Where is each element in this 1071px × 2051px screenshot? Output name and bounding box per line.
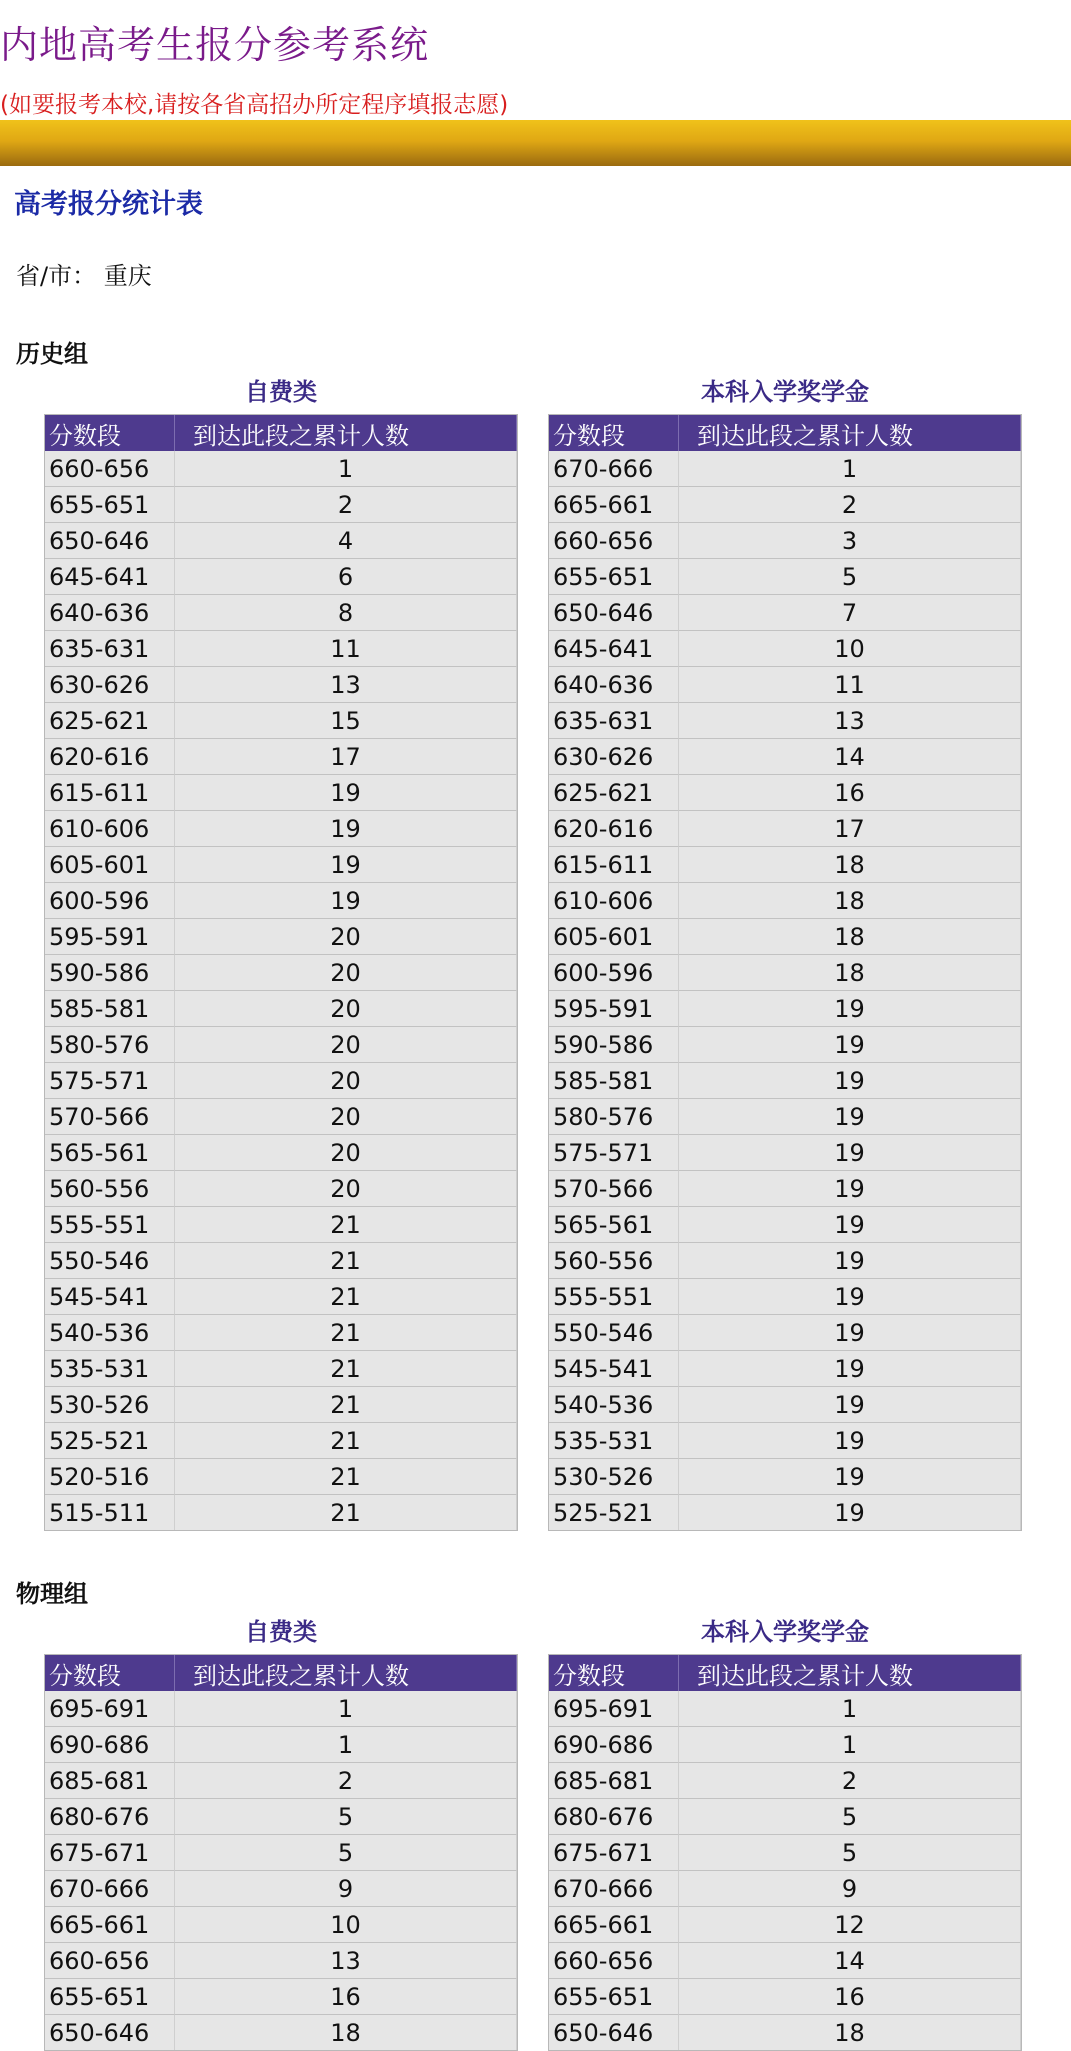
page-title: 内地高考生报分参考系统 (0, 23, 430, 67)
table-header-row (45, 415, 517, 451)
table-row (45, 811, 517, 847)
score-range-cell: 650-646 (45, 2015, 175, 2050)
score-range-cell: 560-556 (549, 1243, 679, 1279)
cumulative-count-cell: 19 (679, 1495, 1021, 1530)
cumulative-count-cell: 12 (679, 1907, 1021, 1943)
table-row (45, 739, 517, 775)
table-row (45, 1063, 517, 1099)
score-range-cell: 670-666 (45, 1871, 175, 1907)
cumulative-count-cell: 13 (175, 1943, 517, 1979)
cumulative-count-cell: 19 (679, 1243, 1021, 1279)
score-range-cell: 655-651 (45, 487, 175, 523)
table-row (45, 883, 517, 919)
score-range-cell: 600-596 (45, 883, 175, 919)
table-row (45, 487, 517, 523)
table-row (549, 991, 1021, 1027)
score-range-cell: 630-626 (549, 739, 679, 775)
table-row (45, 1979, 517, 2015)
score-range-cell: 655-651 (45, 1979, 175, 2015)
cumulative-count-cell: 11 (175, 631, 517, 667)
score-range-cell: 580-576 (45, 1027, 175, 1063)
table-row (45, 1727, 517, 1763)
table-row (549, 1027, 1021, 1063)
score-range-cell: 605-601 (45, 847, 175, 883)
cumulative-count-cell: 14 (679, 1943, 1021, 1979)
score-range-cell: 635-631 (45, 631, 175, 667)
table-row (549, 1459, 1021, 1495)
cumulative-count-cell: 18 (679, 919, 1021, 955)
score-range-cell: 585-581 (45, 991, 175, 1027)
cumulative-count-cell: 19 (679, 1063, 1021, 1099)
table-row (549, 1907, 1021, 1943)
table-row (549, 847, 1021, 883)
score-range-cell: 575-571 (549, 1135, 679, 1171)
table-row (549, 1799, 1021, 1835)
column-header-range: 分数段 (45, 1655, 175, 1691)
cumulative-count-cell: 20 (175, 1063, 517, 1099)
score-range-cell: 540-536 (549, 1387, 679, 1423)
cumulative-count-cell: 1 (679, 1691, 1021, 1727)
score-range-cell: 595-591 (549, 991, 679, 1027)
table-row (549, 1135, 1021, 1171)
table-row (45, 1387, 517, 1423)
table-row (45, 955, 517, 991)
score-range-cell: 545-541 (45, 1279, 175, 1315)
table-row (549, 1943, 1021, 1979)
table-row (549, 1727, 1021, 1763)
score-range-cell: 690-686 (45, 1727, 175, 1763)
table-row (549, 1243, 1021, 1279)
cumulative-count-cell: 9 (679, 1871, 1021, 1907)
table-row (45, 631, 517, 667)
table-row (45, 1943, 517, 1979)
table-row (549, 1207, 1021, 1243)
cumulative-count-cell: 17 (679, 811, 1021, 847)
score-table (44, 1654, 518, 2051)
score-range-cell: 545-541 (549, 1351, 679, 1387)
table-row (45, 1907, 517, 1943)
score-range-cell: 630-626 (45, 667, 175, 703)
score-range-cell: 615-611 (45, 775, 175, 811)
table-row (45, 1351, 517, 1387)
score-range-cell: 670-666 (549, 1871, 679, 1907)
score-range-cell: 555-551 (549, 1279, 679, 1315)
score-range-cell: 525-521 (45, 1423, 175, 1459)
cumulative-count-cell: 21 (175, 1315, 517, 1351)
table-row (45, 1099, 517, 1135)
cumulative-count-cell: 9 (175, 1871, 517, 1907)
score-range-cell: 585-581 (549, 1063, 679, 1099)
column-header-range: 分数段 (45, 415, 175, 451)
cumulative-count-cell: 18 (679, 847, 1021, 883)
table-row (45, 1459, 517, 1495)
table-row (45, 1027, 517, 1063)
score-range-cell: 610-606 (45, 811, 175, 847)
score-range-cell: 660-656 (549, 1943, 679, 1979)
cumulative-count-cell: 19 (175, 775, 517, 811)
score-range-cell: 675-671 (549, 1835, 679, 1871)
score-range-cell: 695-691 (45, 1691, 175, 1727)
table-row (45, 1763, 517, 1799)
cumulative-count-cell: 10 (175, 1907, 517, 1943)
cumulative-count-cell: 19 (679, 1459, 1021, 1495)
score-range-cell: 565-561 (45, 1135, 175, 1171)
cumulative-count-cell: 19 (679, 1279, 1021, 1315)
cumulative-count-cell: 6 (175, 559, 517, 595)
score-range-cell: 655-651 (549, 1979, 679, 2015)
score-range-cell: 570-566 (549, 1171, 679, 1207)
cumulative-count-cell: 13 (679, 703, 1021, 739)
table-row (45, 1171, 517, 1207)
table-row (549, 1763, 1021, 1799)
score-range-cell: 575-571 (45, 1063, 175, 1099)
cumulative-count-cell: 15 (175, 703, 517, 739)
score-range-cell: 580-576 (549, 1099, 679, 1135)
table-row (549, 1279, 1021, 1315)
table-row (45, 1243, 517, 1279)
cumulative-count-cell: 18 (679, 955, 1021, 991)
table-row (549, 883, 1021, 919)
table-row (549, 1835, 1021, 1871)
score-range-cell: 590-586 (549, 1027, 679, 1063)
cumulative-count-cell: 7 (679, 595, 1021, 631)
score-range-cell: 615-611 (549, 847, 679, 883)
table-row (45, 775, 517, 811)
score-range-cell: 650-646 (549, 595, 679, 631)
score-range-cell: 565-561 (549, 1207, 679, 1243)
cumulative-count-cell: 19 (679, 1387, 1021, 1423)
table-row (45, 1835, 517, 1871)
table-row (45, 919, 517, 955)
cumulative-count-cell: 19 (679, 1315, 1021, 1351)
score-range-cell: 620-616 (45, 739, 175, 775)
cumulative-count-cell: 2 (679, 487, 1021, 523)
score-range-cell: 625-621 (45, 703, 175, 739)
score-range-cell: 515-511 (45, 1495, 175, 1530)
table-row (45, 1207, 517, 1243)
score-range-cell: 640-636 (45, 595, 175, 631)
table-row (45, 1799, 517, 1835)
score-range-cell: 640-636 (549, 667, 679, 703)
table-row (549, 559, 1021, 595)
score-range-cell: 530-526 (45, 1387, 175, 1423)
cumulative-count-cell: 20 (175, 1135, 517, 1171)
column-header-range: 分数段 (549, 415, 679, 451)
table-row (45, 2015, 517, 2050)
cumulative-count-cell: 19 (679, 991, 1021, 1027)
application-note: (如要报考本校,请按各省高招办所定程序填报志愿) (0, 92, 509, 118)
score-range-cell: 680-676 (549, 1799, 679, 1835)
cumulative-count-cell: 20 (175, 1099, 517, 1135)
cumulative-count-cell: 19 (175, 811, 517, 847)
cumulative-count-cell: 20 (175, 1027, 517, 1063)
table-row (549, 1315, 1021, 1351)
score-range-cell: 555-551 (45, 1207, 175, 1243)
table-row (45, 1871, 517, 1907)
score-range-cell: 625-621 (549, 775, 679, 811)
score-range-cell: 520-516 (45, 1459, 175, 1495)
cumulative-count-cell: 19 (679, 1351, 1021, 1387)
table-caption-scholarship: 本科入学奖学金 (701, 1618, 869, 1646)
score-range-cell: 610-606 (549, 883, 679, 919)
table-row (549, 739, 1021, 775)
score-range-cell: 550-546 (45, 1243, 175, 1279)
table-row (549, 1387, 1021, 1423)
score-range-cell: 530-526 (549, 1459, 679, 1495)
cumulative-count-cell: 20 (175, 919, 517, 955)
cumulative-count-cell: 19 (679, 1207, 1021, 1243)
table-row (45, 451, 517, 487)
cumulative-count-cell: 19 (679, 1171, 1021, 1207)
table-header-row (549, 1655, 1021, 1691)
score-range-cell: 660-656 (549, 523, 679, 559)
score-range-cell: 570-566 (45, 1099, 175, 1135)
score-range-cell: 650-646 (45, 523, 175, 559)
cumulative-count-cell: 5 (175, 1799, 517, 1835)
table-row (45, 595, 517, 631)
cumulative-count-cell: 18 (679, 883, 1021, 919)
cumulative-count-cell: 21 (175, 1495, 517, 1530)
cumulative-count-cell: 1 (175, 1691, 517, 1727)
table-row (45, 1135, 517, 1171)
score-range-cell: 550-546 (549, 1315, 679, 1351)
score-range-cell: 525-521 (549, 1495, 679, 1530)
table-row (549, 1351, 1021, 1387)
cumulative-count-cell: 19 (679, 1099, 1021, 1135)
cumulative-count-cell: 19 (679, 1027, 1021, 1063)
table-row (549, 1171, 1021, 1207)
cumulative-count-cell: 1 (679, 1727, 1021, 1763)
cumulative-count-cell: 5 (175, 1835, 517, 1871)
score-range-cell: 665-661 (549, 487, 679, 523)
cumulative-count-cell: 1 (175, 1727, 517, 1763)
cumulative-count-cell: 1 (175, 451, 517, 487)
table-row (549, 1495, 1021, 1530)
table-row (549, 451, 1021, 487)
table-row (549, 1099, 1021, 1135)
province-label: 省/市： 重庆 (16, 262, 152, 290)
cumulative-count-cell: 20 (175, 1171, 517, 1207)
score-range-cell: 540-536 (45, 1315, 175, 1351)
table-row (549, 811, 1021, 847)
cumulative-count-cell: 2 (175, 1763, 517, 1799)
column-header-count: 到达此段之累计人数 (679, 415, 1021, 451)
table-row (45, 703, 517, 739)
table-row (45, 559, 517, 595)
table-row (45, 1691, 517, 1727)
cumulative-count-cell: 16 (679, 775, 1021, 811)
table-row (45, 667, 517, 703)
score-range-cell: 665-661 (45, 1907, 175, 1943)
table-row (549, 775, 1021, 811)
table-row (45, 991, 517, 1027)
score-range-cell: 675-671 (45, 1835, 175, 1871)
table-row (549, 1691, 1021, 1727)
score-table (548, 414, 1022, 1531)
table-row (549, 631, 1021, 667)
table-row (45, 1423, 517, 1459)
score-range-cell: 695-691 (549, 1691, 679, 1727)
score-range-cell: 645-641 (45, 559, 175, 595)
cumulative-count-cell: 18 (679, 2015, 1021, 2050)
cumulative-count-cell: 4 (175, 523, 517, 559)
table-row (549, 1063, 1021, 1099)
table-row (45, 523, 517, 559)
score-range-cell: 605-601 (549, 919, 679, 955)
column-header-range: 分数段 (549, 1655, 679, 1691)
table-row (549, 487, 1021, 523)
section-title: 高考报分统计表 (14, 189, 203, 220)
table-caption-self-funded: 自费类 (245, 1618, 317, 1646)
score-range-cell: 560-556 (45, 1171, 175, 1207)
score-range-cell: 685-681 (45, 1763, 175, 1799)
cumulative-count-cell: 21 (175, 1423, 517, 1459)
group-label-history: 历史组 (16, 340, 88, 368)
cumulative-count-cell: 20 (175, 991, 517, 1027)
cumulative-count-cell: 8 (175, 595, 517, 631)
table-row (45, 1279, 517, 1315)
cumulative-count-cell: 19 (679, 1135, 1021, 1171)
table-header-row (45, 1655, 517, 1691)
score-range-cell: 535-531 (45, 1351, 175, 1387)
table-row (549, 955, 1021, 991)
score-range-cell: 660-656 (45, 451, 175, 487)
score-range-cell: 635-631 (549, 703, 679, 739)
header-divider-bar (0, 120, 1071, 166)
table-row (549, 523, 1021, 559)
score-range-cell: 590-586 (45, 955, 175, 991)
cumulative-count-cell: 18 (175, 2015, 517, 2050)
cumulative-count-cell: 21 (175, 1243, 517, 1279)
score-range-cell: 620-616 (549, 811, 679, 847)
score-table (44, 414, 518, 1531)
cumulative-count-cell: 19 (175, 847, 517, 883)
cumulative-count-cell: 16 (175, 1979, 517, 2015)
table-row (549, 703, 1021, 739)
cumulative-count-cell: 13 (175, 667, 517, 703)
cumulative-count-cell: 19 (175, 883, 517, 919)
table-row (549, 667, 1021, 703)
score-range-cell: 690-686 (549, 1727, 679, 1763)
score-range-cell: 650-646 (549, 2015, 679, 2050)
cumulative-count-cell: 21 (175, 1387, 517, 1423)
score-range-cell: 670-666 (549, 451, 679, 487)
table-row (45, 1495, 517, 1530)
cumulative-count-cell: 19 (679, 1423, 1021, 1459)
score-range-cell: 660-656 (45, 1943, 175, 1979)
table-row (549, 1871, 1021, 1907)
score-range-cell: 645-641 (549, 631, 679, 667)
cumulative-count-cell: 2 (175, 487, 517, 523)
score-range-cell: 665-661 (549, 1907, 679, 1943)
table-row (45, 1315, 517, 1351)
column-header-count: 到达此段之累计人数 (175, 1655, 517, 1691)
score-range-cell: 595-591 (45, 919, 175, 955)
table-row (549, 1979, 1021, 2015)
cumulative-count-cell: 3 (679, 523, 1021, 559)
column-header-count: 到达此段之累计人数 (175, 415, 517, 451)
cumulative-count-cell: 1 (679, 451, 1021, 487)
cumulative-count-cell: 2 (679, 1763, 1021, 1799)
score-range-cell: 600-596 (549, 955, 679, 991)
table-row (549, 919, 1021, 955)
score-table (548, 1654, 1022, 2051)
cumulative-count-cell: 5 (679, 1799, 1021, 1835)
cumulative-count-cell: 21 (175, 1459, 517, 1495)
cumulative-count-cell: 5 (679, 1835, 1021, 1871)
score-range-cell: 680-676 (45, 1799, 175, 1835)
table-caption-scholarship: 本科入学奖学金 (701, 378, 869, 406)
table-caption-self-funded: 自费类 (245, 378, 317, 406)
table-row (549, 2015, 1021, 2050)
cumulative-count-cell: 17 (175, 739, 517, 775)
group-label-physics: 物理组 (16, 1580, 88, 1608)
cumulative-count-cell: 11 (679, 667, 1021, 703)
column-header-count: 到达此段之累计人数 (679, 1655, 1021, 1691)
score-range-cell: 535-531 (549, 1423, 679, 1459)
cumulative-count-cell: 10 (679, 631, 1021, 667)
cumulative-count-cell: 20 (175, 955, 517, 991)
table-row (45, 847, 517, 883)
cumulative-count-cell: 16 (679, 1979, 1021, 2015)
cumulative-count-cell: 21 (175, 1207, 517, 1243)
score-range-cell: 655-651 (549, 559, 679, 595)
table-header-row (549, 415, 1021, 451)
cumulative-count-cell: 5 (679, 559, 1021, 595)
cumulative-count-cell: 21 (175, 1279, 517, 1315)
table-row (549, 1423, 1021, 1459)
table-row (549, 595, 1021, 631)
score-range-cell: 685-681 (549, 1763, 679, 1799)
cumulative-count-cell: 21 (175, 1351, 517, 1387)
cumulative-count-cell: 14 (679, 739, 1021, 775)
